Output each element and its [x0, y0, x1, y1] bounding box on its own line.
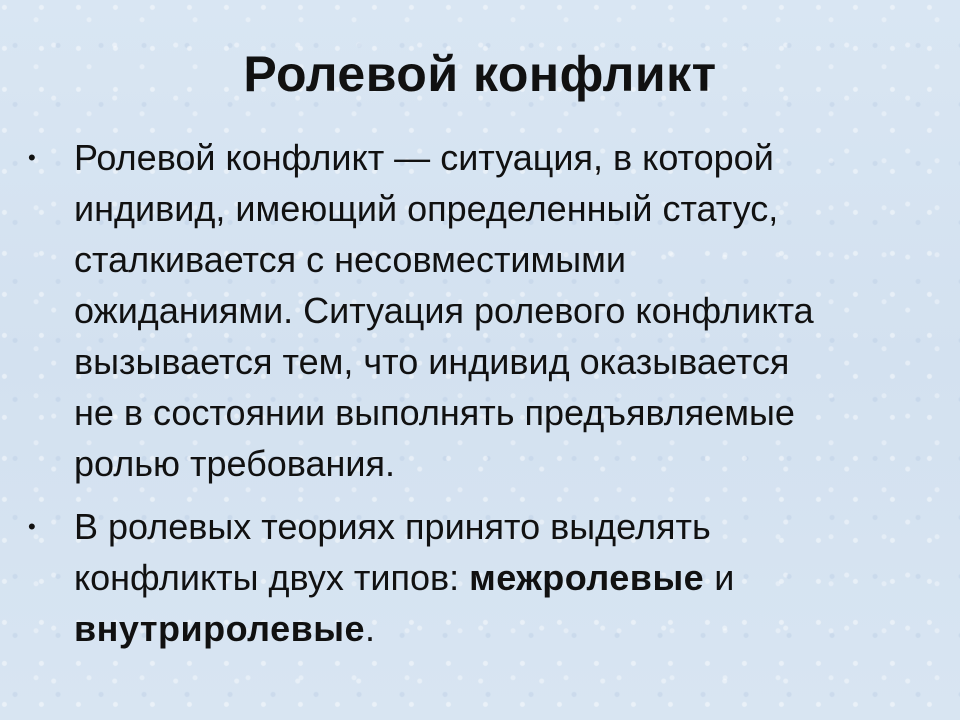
text-line: ролью требования.	[74, 443, 396, 484]
bullet-item-conflict-types	[0, 501, 960, 654]
bullet-item-role-conflict-definition	[0, 132, 960, 489]
text-line	[74, 603, 954, 654]
conflict-types-intro: конфликты двух типов:	[74, 557, 470, 598]
text-line: В ролевых теориях принято выделять	[74, 506, 711, 547]
text-line: не в состоянии выполнять предъявляемые	[74, 392, 795, 433]
sentence-end: .	[364, 608, 375, 649]
bullet-dot-icon: •	[28, 514, 36, 539]
text-line: сталкивается с несовместимыми	[74, 239, 627, 280]
term-intrarole: внутриролевые	[74, 608, 365, 649]
text-line: индивид, имеющий определенный статус,	[74, 188, 779, 229]
slide-title: Ролевой конфликт	[243, 46, 717, 102]
bullet-list	[0, 132, 960, 654]
connector-text: и	[704, 557, 735, 598]
term-interrole: межролевые	[469, 557, 705, 598]
bullet-dot-icon: •	[28, 145, 36, 170]
text-line: Ролевой конфликт — ситуация, в которой	[74, 137, 774, 178]
text-line: ожиданиями. Ситуация ролевого конфликта	[74, 290, 814, 331]
text-line	[74, 552, 954, 603]
text-line: вызывается тем, что индивид оказывается	[74, 341, 790, 382]
